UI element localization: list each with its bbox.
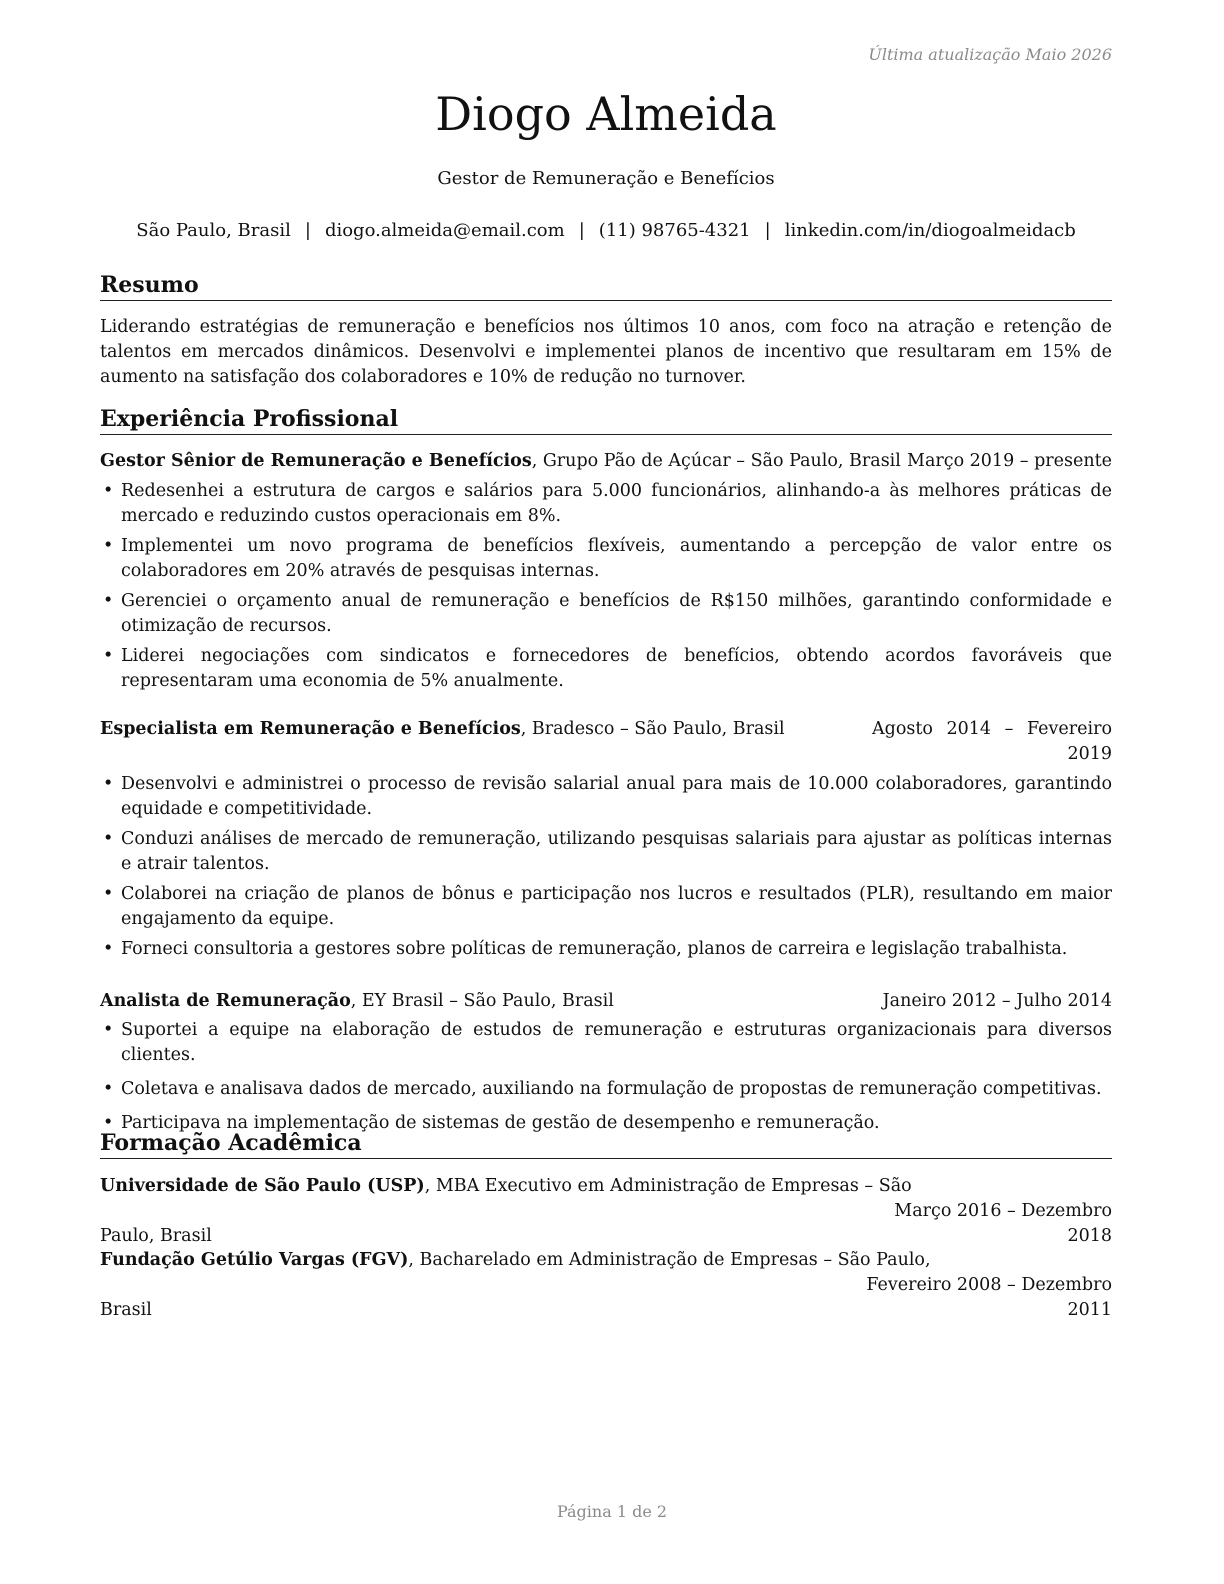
contact-location: São Paulo, Brasil	[136, 220, 291, 241]
job-role: Especialista em Remuneração e Benefícios	[100, 719, 521, 739]
education-school: Universidade de São Paulo (USP)	[100, 1176, 425, 1196]
bullet-item: • Gerenciei o orçamento anual de remuneração e benefícios de R$150 milhões, garantindo conformidade e otimização de recursos.	[100, 589, 1112, 639]
section-title-experience: Experiência Profissional	[100, 406, 1112, 435]
contact-separator: |	[578, 220, 585, 241]
education-degree: , MBA Executivo em Administração de Empresas – São	[424, 1176, 912, 1196]
contact-phone: (11) 98765-4321	[598, 220, 751, 241]
job-title-company	[100, 989, 614, 1014]
contact-separator: |	[764, 220, 771, 241]
last-updated: Última atualização Maio 2026	[868, 45, 1112, 64]
job-bullets	[100, 479, 1112, 694]
job-header	[100, 449, 1112, 474]
job-role: Gestor Sênior de Remuneração e Benefícios	[100, 451, 532, 471]
job-header	[100, 989, 1112, 1014]
education-school-line	[100, 1174, 912, 1199]
job-bullets	[100, 1018, 1112, 1136]
job-title-company	[100, 717, 785, 742]
page-number: Página 1 de 2	[556, 1502, 668, 1521]
education-degree-cont: Brasil	[100, 1300, 152, 1320]
education-school: Fundação Getúlio Vargas (FGV)	[100, 1250, 409, 1270]
education-degree-cont: Paulo, Brasil	[100, 1226, 212, 1246]
education-period: Fevereiro 2008 – Dezembro	[866, 1275, 1112, 1295]
bullet-item: • Implementei um novo programa de benefícios flexíveis, aumentando a percepção de valor entre os colaboradores em 20% através de pesquisas internas.	[100, 534, 1112, 584]
candidate-name: Diogo Almeida	[435, 87, 777, 141]
bullet-item: • Suportei a equipe na elaboração de estudos de remuneração e estruturas organizacionais para diversos clientes.	[100, 1018, 1112, 1068]
education-degree: , Bacharelado em Administração de Empresas – São Paulo,	[408, 1250, 931, 1270]
bullet-item: • Coletava e analisava dados de mercado, auxiliando na formulação de propostas de remuneração competitivas.	[100, 1077, 1112, 1102]
bullet-item: • Conduzi análises de mercado de remuneração, utilizando pesquisas salariais para ajustar as políticas internas e atrair talentos.	[100, 827, 1112, 877]
education-school-line	[100, 1248, 931, 1273]
bullet-item: • Forneci consultoria a gestores sobre políticas de remuneração, planos de carreira e legislação trabalhista.	[100, 937, 1112, 962]
section-title-summary: Resumo	[100, 272, 1112, 301]
section-title-education: Formação Acadêmica	[100, 1130, 1112, 1159]
job-period: Março 2019 – presente	[907, 451, 1112, 471]
education-entry	[100, 1174, 1112, 1249]
contact-email[interactable]: diogo.almeida@email.com	[324, 220, 565, 241]
contact-line	[100, 220, 1112, 241]
bullet-item: • Liderei negociações com sindicatos e fornecedores de benefícios, obtendo acordos favoráveis que representaram uma economia de 5% anualmente.	[100, 644, 1112, 694]
job-period: Agosto 2014 – Fevereiro 2019	[872, 719, 1112, 764]
summary-text: Liderando estratégias de remuneração e benefícios nos últimos 10 anos, com foco na atração e retenção de talentos em mercados dinâmicos. Desenvolvi e implementei planos de incentivo que resultaram em 15% de aumento na satisfação dos colaboradores e 10% de redução no turnover.	[100, 317, 1112, 387]
education-period: Março 2016 – Dezembro	[894, 1201, 1112, 1221]
education-period-cont: 2011	[1067, 1300, 1112, 1320]
education-entry	[100, 1248, 1112, 1323]
contact-linkedin[interactable]: linkedin.com/in/diogoalmeidacb	[784, 220, 1076, 241]
bullet-item: • Desenvolvi e administrei o processo de revisão salarial anual para mais de 10.000 colaboradores, garantindo equidade e competitividade.	[100, 772, 1112, 822]
job-company: , Bradesco – São Paulo, Brasil	[520, 719, 785, 739]
candidate-title: Gestor de Remuneração e Benefícios	[437, 168, 775, 189]
job-company: , EY Brasil – São Paulo, Brasil	[350, 991, 614, 1011]
job-title-company	[100, 449, 901, 474]
job-header	[100, 717, 1112, 767]
job-role: Analista de Remuneração	[100, 991, 351, 1011]
job-company: , Grupo Pão de Açúcar – São Paulo, Brasil	[531, 451, 901, 471]
job-bullets	[100, 772, 1112, 962]
bullet-item: • Colaborei na criação de planos de bônus e participação nos lucros e resultados (PLR), resultando em maior engajamento da equipe.	[100, 882, 1112, 932]
contact-separator: |	[304, 220, 311, 241]
bullet-item: • Redesenhei a estrutura de cargos e salários para 5.000 funcionários, alinhando-a às melhores práticas de mercado e reduzindo custos operacionais em 8%.	[100, 479, 1112, 529]
bullet-item: • Participava na implementação de sistemas de gestão de desempenho e remuneração.	[100, 1111, 1112, 1136]
education-period-cont: 2018	[1067, 1226, 1112, 1246]
job-period: Janeiro 2012 – Julho 2014	[882, 991, 1112, 1011]
